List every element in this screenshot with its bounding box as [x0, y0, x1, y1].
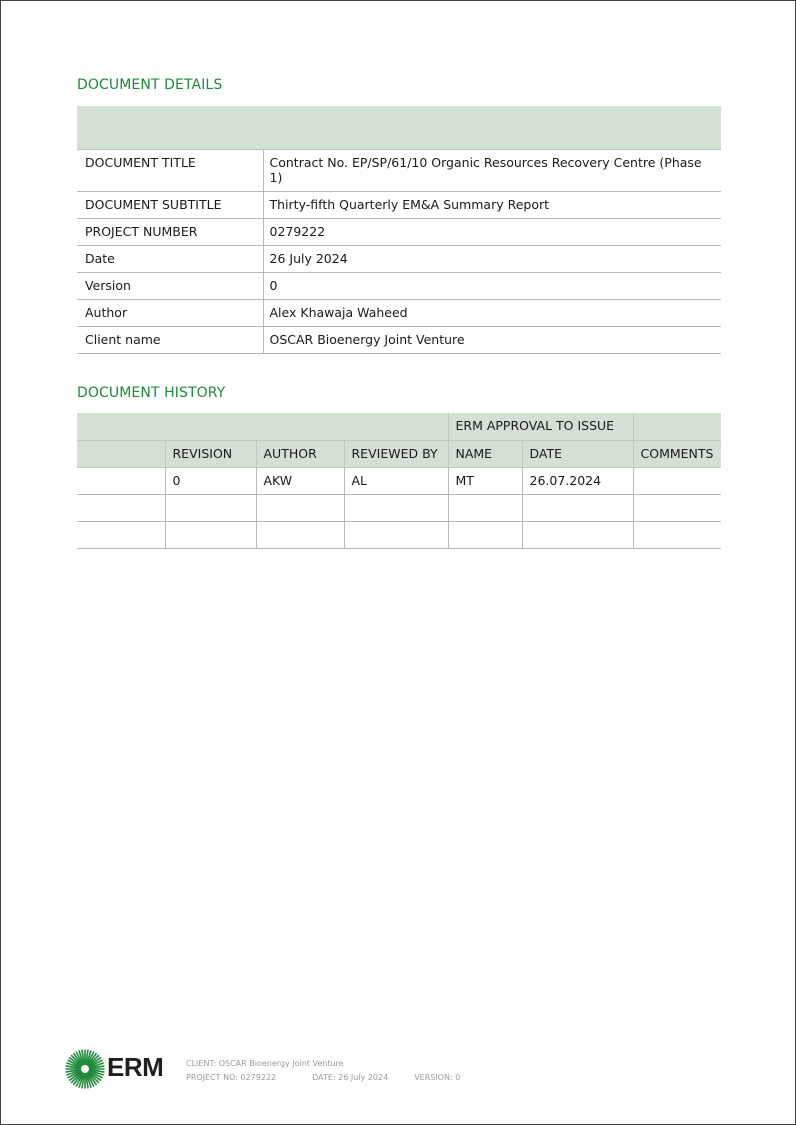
details-label: DOCUMENT SUBTITLE	[77, 191, 263, 218]
table-cell	[344, 521, 448, 548]
column-header-author: AUTHOR	[256, 440, 344, 467]
table-cell: 26.07.2024	[522, 467, 633, 494]
table-cell	[165, 494, 256, 521]
document-details-table	[77, 106, 721, 354]
details-label: Version	[77, 272, 263, 299]
details-row-project-number	[77, 218, 721, 245]
table-row	[77, 521, 721, 548]
table-cell	[77, 467, 165, 494]
table-cell	[448, 521, 522, 548]
erm-logo	[65, 1049, 165, 1089]
table-row	[77, 494, 721, 521]
table-row	[77, 467, 721, 494]
column-header-revision: REVISION	[165, 440, 256, 467]
column-header-date: DATE	[522, 440, 633, 467]
details-row-date	[77, 245, 721, 272]
footer-client: CLIENT: OSCAR Bioenergy Joint Venture	[186, 1059, 344, 1068]
details-label: Client name	[77, 326, 263, 353]
column-header	[77, 440, 165, 467]
details-label: Date	[77, 245, 263, 272]
table-cell	[633, 467, 721, 494]
column-header-name: NAME	[448, 440, 522, 467]
column-header-comments: COMMENTS	[633, 440, 721, 467]
document-details-heading: DOCUMENT DETAILS	[77, 77, 223, 93]
history-column-header-row	[77, 440, 721, 467]
footer-version: VERSION: 0	[414, 1073, 461, 1082]
table-cell	[522, 494, 633, 521]
table-cell	[633, 521, 721, 548]
table-cell	[165, 521, 256, 548]
details-value: Alex Khawaja Waheed	[263, 299, 721, 326]
footer-date: DATE: 26 July 2024	[312, 1073, 389, 1082]
table-cell	[448, 494, 522, 521]
document-history-table	[77, 413, 721, 549]
details-row-title	[77, 149, 721, 191]
erm-logo-text: ERM	[107, 1052, 164, 1082]
table-cell	[344, 494, 448, 521]
details-header-band	[77, 106, 721, 149]
table-cell	[77, 521, 165, 548]
details-row-subtitle	[77, 191, 721, 218]
table-cell	[522, 521, 633, 548]
table-cell	[256, 521, 344, 548]
table-cell	[256, 494, 344, 521]
table-cell	[77, 494, 165, 521]
details-value: Contract No. EP/SP/61/10 Organic Resources Recovery Centre (Phase 1)	[263, 149, 721, 191]
details-row-client-name	[77, 326, 721, 353]
details-value: 26 July 2024	[263, 245, 721, 272]
history-group-header-row	[77, 413, 721, 440]
details-label: DOCUMENT TITLE	[77, 149, 263, 191]
details-value: 0	[263, 272, 721, 299]
table-cell: MT	[448, 467, 522, 494]
details-row-author	[77, 299, 721, 326]
details-label: Author	[77, 299, 263, 326]
details-value: OSCAR Bioenergy Joint Venture	[263, 326, 721, 353]
footer-project-number: PROJECT NO: 0279222	[186, 1073, 277, 1082]
details-label: PROJECT NUMBER	[77, 218, 263, 245]
erm-approval-group-header: ERM APPROVAL TO ISSUE	[448, 413, 633, 440]
document-history-heading: DOCUMENT HISTORY	[77, 385, 226, 401]
table-cell: 0	[165, 467, 256, 494]
column-header-reviewed-by: REVIEWED BY	[344, 440, 448, 467]
details-value: 0279222	[263, 218, 721, 245]
table-cell: AL	[344, 467, 448, 494]
page-footer	[186, 1057, 460, 1085]
details-value: Thirty-fifth Quarterly EM&A Summary Report	[263, 191, 721, 218]
table-cell: AKW	[256, 467, 344, 494]
details-row-version	[77, 272, 721, 299]
table-cell	[633, 494, 721, 521]
erm-starburst-logo-icon	[65, 1049, 105, 1089]
